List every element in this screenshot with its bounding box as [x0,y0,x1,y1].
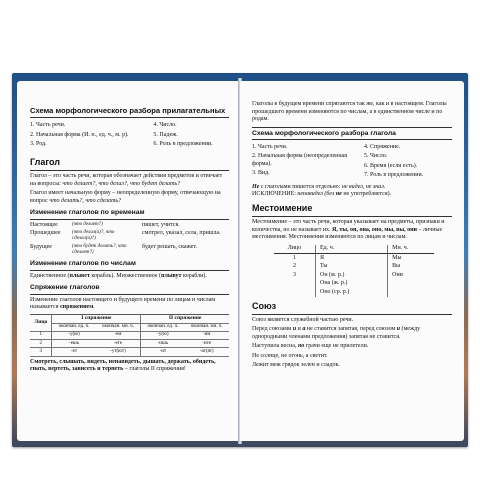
union-definition: Союз является служебной частью речи. [252,316,354,323]
number-text [30,273,229,281]
verb-scheme-list [252,142,452,184]
table-header: Ед. ч. [316,245,388,254]
left-page [17,81,239,441]
text: Глагол – это часть речи, которая обозначает действия предметов и отвечает на вопросы: [30,173,223,187]
table-cell: -ешь [52,340,96,348]
verb-tense-note: Глаголы в будущем времени спрягаются так же, как и в настоящем. Глаголы прошедшего времени изменяются по числам, а в единственном числе и по родам. [252,101,447,122]
text: корабль). Множественное ( [89,272,161,279]
table-row [274,254,434,263]
text-bold: Я, ты, он, она, оно, мы, вы, они [332,226,417,233]
table-cell: 1 [30,331,52,339]
table-cell: 1 [274,254,316,263]
conjugation-text [30,297,229,312]
list-item: 4. Число. [153,122,177,129]
table-cell [274,288,316,297]
conjugation-heading: Спряжение глаголов [30,284,229,294]
text: – глаголы II спряжения! [123,366,186,373]
table-cell: -ут(ют) [96,348,141,356]
tense-name: Будущее [30,243,52,250]
verb-heading: Глагол [30,157,229,171]
table-header-conj-1: I спряжение [52,314,141,323]
list-item: 6. Время (если есть). [364,162,418,169]
table-subheader: окончан. мн. ч. [96,323,141,331]
text-bold: плывет [69,272,90,279]
text: и [296,326,303,333]
pronoun-definition [252,219,452,242]
table-subheader: окончан. ед. ч. [141,323,185,331]
table-cell: Она (ж. р.) [316,280,388,289]
text: корабли). [181,272,207,279]
table-cell: -ишь [141,340,185,348]
tense-example: смотрел, указал, села, пришла. [142,230,221,237]
list-item: 6. Роль в предложении. [153,141,213,148]
verb-initial-form [30,190,229,205]
list-item: 7. Роль в предложении. [364,172,424,179]
table-cell: -ем [96,331,141,339]
tense-question: (что будет делать?, что сделает?) [72,243,127,255]
table-cell: -у(ю) [141,331,185,339]
text: грачи еще не прилетели. [304,343,369,350]
union-example: Не солнце, не огонь, а светит. [252,352,328,359]
list-item: 1. Часть речи. [252,143,288,150]
table-header-conj-2: II спряжение [141,314,229,323]
table-cell: 3 [30,348,52,356]
text-bold: не [335,191,342,198]
text: Местоимение – это часть речи, которая указывает на предметы, признаки и количества, но не называет их. [252,219,445,233]
table-row [30,340,229,348]
table-cell: Они [392,271,403,278]
table-row [274,263,434,272]
union-example: Лежит меж грядок зелен и сладок. [252,362,340,369]
table-cell: -ет [52,348,96,356]
conjugation-table [30,314,229,357]
table-cell: Он (м. р.) [316,271,388,280]
list-item: 5. Падеж. [153,131,178,138]
table-header: Лицо [274,245,316,254]
text-bold: Не [252,183,260,190]
number-heading: Изменение глаголов по числам [30,260,229,270]
text-italic: что делает?, что делал?, что будет делать? [62,180,181,187]
text: (между однородными членами предложения) запятая не ставится. [252,326,421,340]
table-cell [388,280,434,289]
verb-definition [30,173,229,188]
table-cell: 2 [30,340,52,348]
table-row [30,331,229,339]
text-italic: что делать?, что сделать? [49,197,122,204]
text-bold: но [297,343,305,350]
table-cell: -ит [141,348,185,356]
list-item: 2. Начальная форма (И. п., ед. ч., м. р). [30,131,129,138]
text-italic: не видел, не знал. [341,183,386,190]
pronoun-table [274,245,434,297]
conjugation-exceptions [30,359,229,374]
right-page [240,81,464,441]
table-cell [388,288,434,297]
ne-rule [252,184,452,199]
text-bold: Смотреть, слышать, видеть, ненавидеть, дышать, держать, обидеть, гнать, вертеть, зависеть и терпеть [30,358,216,373]
table-cell: Ты [316,263,388,272]
union-example [252,343,452,351]
table-cell: Оно (ср. р.) [316,288,388,297]
pronoun-heading: Местоимение [252,203,452,217]
table-row [274,280,434,289]
list-item: 5. Число. [364,153,388,160]
tense-example: будет решать, скажет. [142,243,197,250]
table-subheader: окончан. ед. ч. [52,323,96,331]
text: – личные местоимения. Местоимения изменяются по лицам и числам. [252,226,443,241]
text: Глагол имеет начальную форму – неопределенную форму, отвечающую на вопрос [30,190,221,204]
tense-name: Настоящее [30,221,58,228]
text: ИСКЛЮЧЕНИЕ: [252,191,298,198]
table-row [274,288,434,297]
table-cell: Мы [392,254,402,261]
table-cell: Я [316,254,388,263]
table-cell: -ите [184,340,229,348]
text: Единственное ( [30,272,70,279]
text: с глаголами пишется отдельно: [259,183,342,190]
list-item: 3. Род. [30,141,47,148]
adjective-scheme-list [30,120,229,153]
table-cell: -у(ю) [52,331,96,339]
text: Наступила весна, [252,343,298,350]
adjective-scheme-title: Схема морфологического разбора прилагательных [30,106,229,118]
text-bold: спряжением [59,304,94,311]
table-subheader: окончан. мн. ч. [184,323,229,331]
table-cell [274,280,316,289]
text-bold: плывут [161,272,182,279]
table-header-face: Лицо [30,314,52,331]
text-italic: ненавидел (без [297,191,336,198]
tense-heading: Изменение глаголов по временам [30,209,229,219]
table-header: Мн. ч. [388,245,434,254]
text: . [93,304,95,311]
list-item: 2. Начальная форма (неопределенная форма). [252,153,347,167]
tense-list [30,222,229,257]
list-item: 4. Спряжение. [364,143,401,150]
table-cell: 2 [274,263,316,272]
table-cell: -ете [96,340,141,348]
tense-question: (что делает?) [72,221,103,227]
table-cell: 3 [274,271,316,280]
text: Изменение глаголов настоящего и будущего времени по лицам и числам называется [30,296,216,311]
table-cell: -ат(ят) [184,348,229,356]
table-cell: -им [184,331,229,339]
text-bold: и [292,326,297,333]
text: Перед союзами [252,326,293,333]
tense-name: Прошедшее [30,230,61,237]
tense-example: пишет, учится. [142,221,180,228]
table-row [30,348,229,356]
text-bold: и [396,326,401,333]
tense-question: (что делал(а)?, что сделал(а)?) [72,230,115,242]
union-heading: Союз [252,301,452,315]
table-cell: Вы [392,263,401,270]
text: не употребляется). [341,191,392,198]
list-item: 3. Вид. [252,170,270,177]
list-item: 1. Часть речи. [30,122,66,129]
union-rule [252,326,452,341]
verb-scheme-heading: Схема морфологического разбора глагола [252,127,452,140]
text: не ставится запятая, перед союзом [305,326,397,333]
table-row [274,271,434,280]
text-bold: а [302,326,306,333]
